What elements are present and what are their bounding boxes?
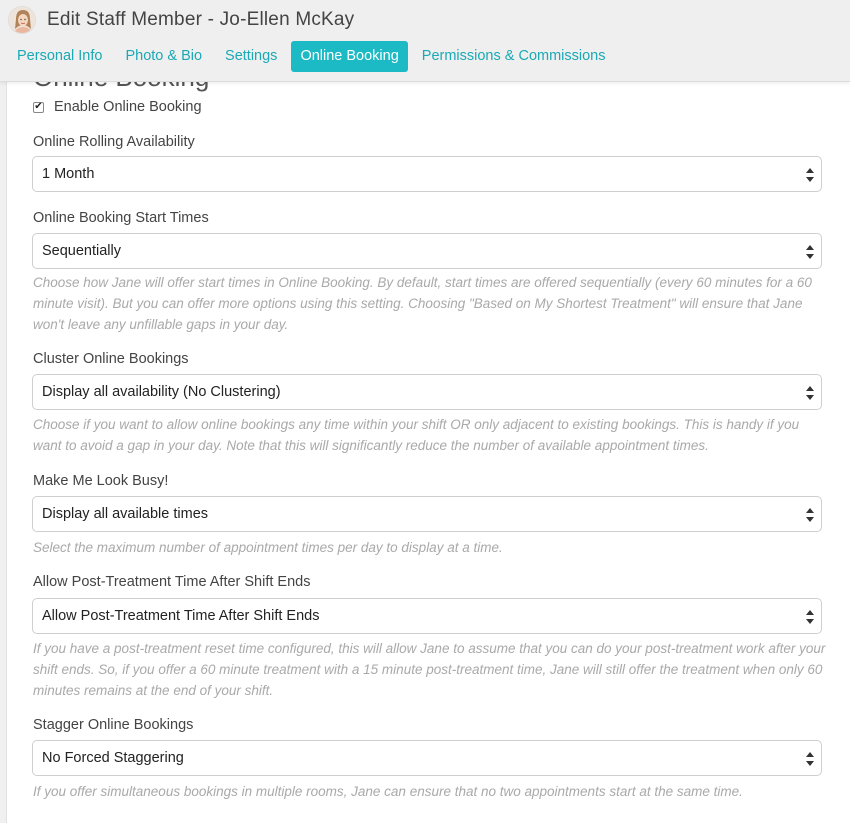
online-booking-panel <box>6 62 850 823</box>
post-treatment-select[interactable] <box>32 598 822 634</box>
start-times-select[interactable] <box>32 233 822 269</box>
page-title: Edit Staff Member - Jo-Ellen McKay <box>47 9 355 30</box>
look-busy-select[interactable] <box>32 496 822 532</box>
stagger-value: No Forced Staggering <box>42 750 184 766</box>
rolling-availability-value: 1 Month <box>42 166 95 182</box>
stagger-label: Stagger Online Bookings <box>33 717 194 733</box>
select-arrows-icon <box>805 385 815 401</box>
page-header <box>0 0 850 82</box>
look-busy-label: Make Me Look Busy! <box>33 473 169 489</box>
post-treatment-help: If you have a post-treatment reset time configured, this will allow Jane to assume that you can do your post-treatment work after your shift ends. So, if you offer a 60 minute treatment with a 15 minute post-treatment time, Jane will still offer the treatment when only 60 minutes remains at the end of your shift. <box>33 641 826 698</box>
enable-online-booking-checkbox[interactable]: ✔ <box>34 101 43 112</box>
post-treatment-value: Allow Post-Treatment Time After Shift Ends <box>42 608 320 624</box>
rolling-availability-label: Online Rolling Availability <box>33 134 195 150</box>
cluster-label: Cluster Online Bookings <box>33 351 189 367</box>
stagger-help: If you offer simultaneous bookings in multiple rooms, Jane can ensure that no two appointments start at the same time. <box>33 784 743 799</box>
post-treatment-label: Allow Post-Treatment Time After Shift Ends <box>33 574 311 590</box>
tab-online-booking[interactable]: Online Booking <box>291 41 407 72</box>
tab-bar <box>8 41 620 72</box>
cluster-help: Choose if you want to allow online bookings any time within your shift OR only adjacent to existing bookings. This is handy if you want to avoid a gap in your day. Note that this will significantly reduce the number of available appointment times. <box>33 417 800 453</box>
tab-settings[interactable]: Settings <box>225 48 278 64</box>
tab-personal-info[interactable]: Personal Info <box>17 48 103 64</box>
start-times-value: Sequentially <box>42 243 121 259</box>
tab-permissions-commissions[interactable]: Permissions & Commissions <box>421 48 606 64</box>
avatar <box>8 6 36 34</box>
select-arrows-icon <box>805 751 815 767</box>
rolling-availability-select[interactable] <box>32 156 822 192</box>
stagger-select[interactable] <box>32 740 822 776</box>
tab-photo-bio[interactable]: Photo & Bio <box>125 48 203 64</box>
start-times-label: Online Booking Start Times <box>33 210 209 226</box>
cluster-select[interactable] <box>32 374 822 410</box>
select-arrows-icon <box>805 167 815 183</box>
start-times-help: Choose how Jane will offer start times in Online Booking. By default, start times are offered sequentially (every 60 minutes for a 60 minute visit). But you can offer more options using this setting. Choosing "Based on My Shortest Treatment" will ensure that Jane won't leave any unfillable gaps in your day. <box>33 275 812 332</box>
look-busy-value: Display all available times <box>42 506 209 522</box>
enable-online-booking-label: Enable Online Booking <box>54 99 202 115</box>
look-busy-help: Select the maximum number of appointment times per day to display at a time. <box>33 540 503 555</box>
enable-online-booking-row[interactable] <box>33 99 202 115</box>
select-arrows-icon <box>805 244 815 260</box>
cluster-value: Display all availability (No Clustering) <box>42 384 281 400</box>
select-arrows-icon <box>805 609 815 625</box>
title-row <box>8 5 354 35</box>
select-arrows-icon <box>805 507 815 523</box>
